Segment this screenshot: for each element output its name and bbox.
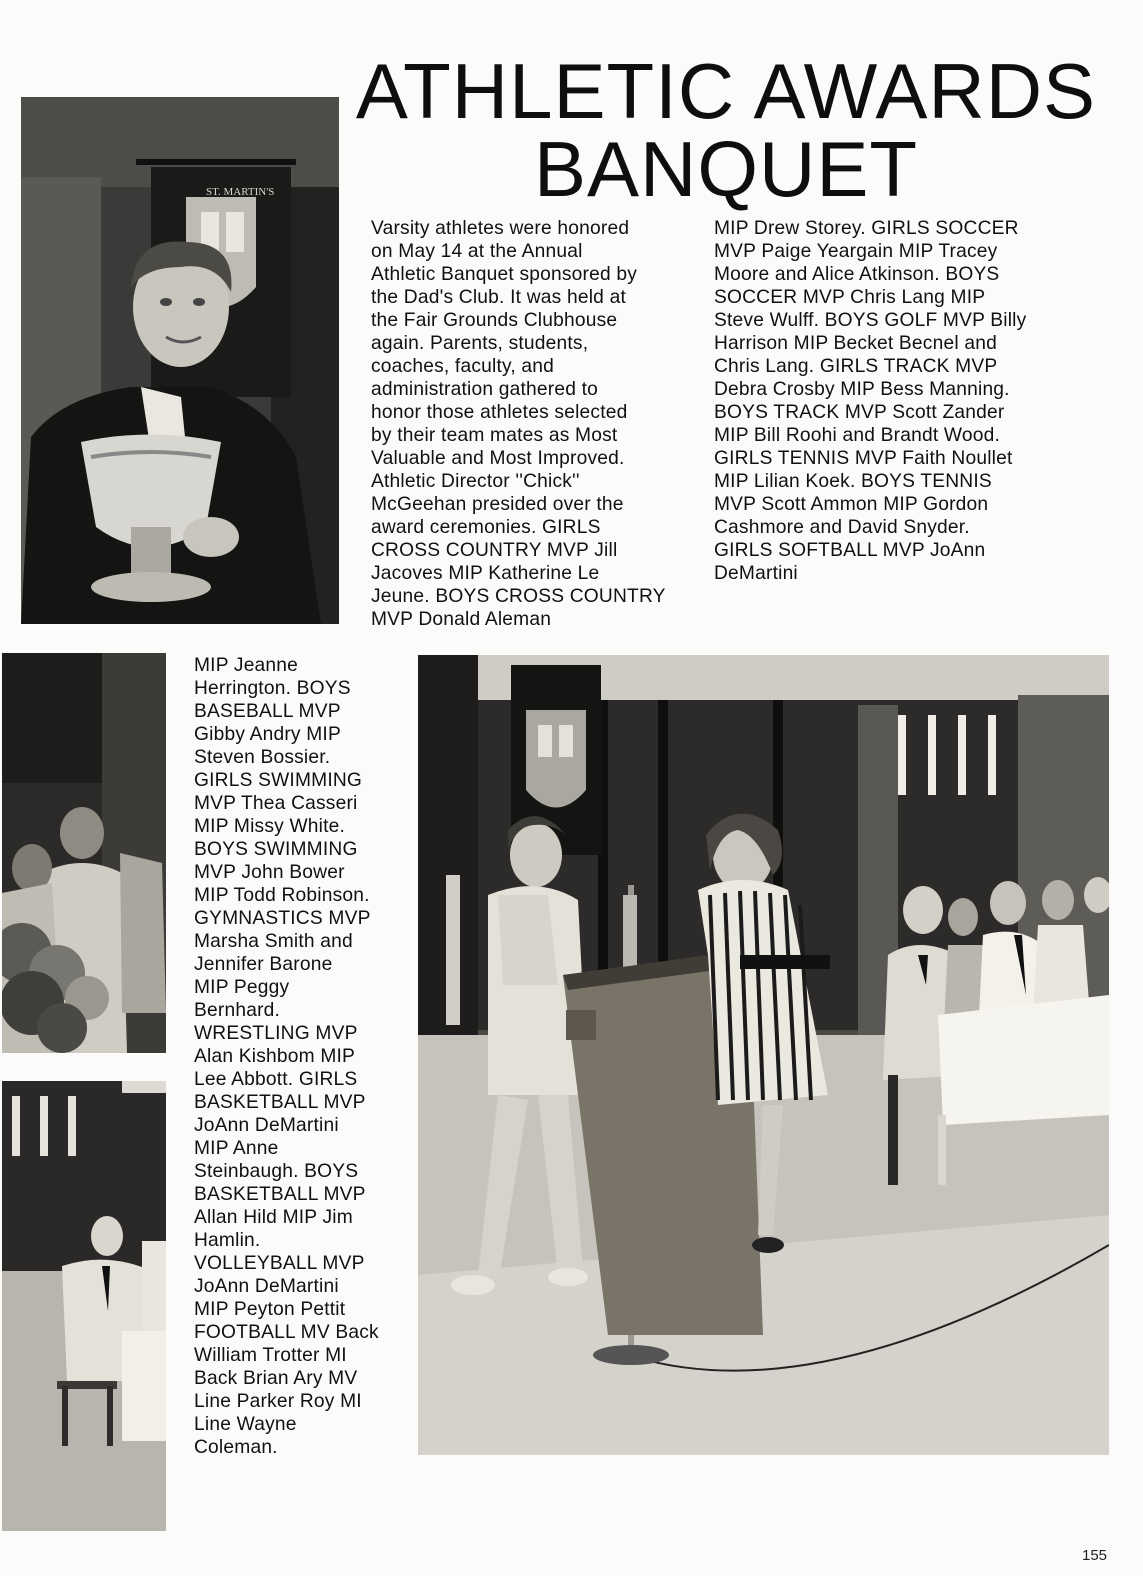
text-column-2: MIP Drew Storey. GIRLS SOCCER MVP Paige Yeargain MIP Tracey Moore and Alice Atkinson. BOYS SOCCER MVP Chris Lang MIP Steve Wulff. BOYS GOLF MVP Billy Harrison MIP Becket Becnel and Chris Lang. GIRLS TRACK MVP Debra Crosby MIP Bess Manning. BOYS TRACK MVP Scott Zander MIP Bill Roohi and Brandt Wood. GIRLS TENNIS MVP Faith Noullet MIP Lilian Koek. BOYS TENNIS MVP Scott Ammon MIP Gordon Cashmore and David Snyder. GIRLS SOFTBALL MVP JoAnn DeMartini bbox=[714, 218, 1027, 584]
photo-seated-guest bbox=[2, 1081, 166, 1531]
text-column-1: Varsity athletes were honored on May 14 at the Annual Athletic Banquet sponsored by the Dad's Club. It was held at the Fair Grounds Clubhouse again. Parents, students, coaches, faculty, and administration gathered to honor those athletes selected by their team mates as Most Valuable and Most Improved. Athletic Director ''Chick'' McGeehan presided over the award ceremonies. GIRLS CROSS COUNTRY MVP Jill Jacoves MIP Katherine Le Jeune. BOYS CROSS COUNTRY MVP Donald Aleman bbox=[371, 218, 666, 630]
flowers-photo-image bbox=[2, 653, 166, 1053]
text-column-3: MIP Jeanne Herrington. BOYS BASEBALL MVP Gibby Andry MIP Steven Bossier. GIRLS SWIMMING MVP Thea Casseri MIP Missy White. BOYS SWIMMING MVP John Bower MIP Todd Robinson. GYMNASTICS MVP Marsha Smith and Jennifer Barone MIP Peggy Bernhard. WRESTLING MVP Alan Kishbom MIP Lee Abbott. GIRLS BASKETBALL MVP JoAnn DeMartini MIP Anne Steinbaugh. BOYS BASKETBALL MVP Allan Hild MIP Jim Hamlin. VOLLEYBALL MVP JoAnn DeMartini MIP Peyton Pettit FOOTBALL MV Back William Trotter MI Back Brian Ary MV Line Parker Roy MI Line Wayne Coleman. bbox=[194, 655, 379, 1458]
photo-trophy bbox=[21, 97, 339, 624]
photo-podium bbox=[418, 655, 1109, 1455]
page-title bbox=[346, 47, 1106, 213]
trophy-photo-image bbox=[21, 97, 339, 624]
banner-text: ST. MARTIN'S bbox=[206, 186, 275, 198]
podium-photo-image bbox=[418, 655, 1109, 1455]
page-number: 155 bbox=[1082, 1547, 1108, 1564]
photo-guests-flowers bbox=[2, 653, 166, 1053]
title-line-1: ATHLETIC AWARDS bbox=[355, 47, 1097, 135]
seated-photo-image bbox=[2, 1081, 166, 1531]
title-line-2: BANQUET bbox=[533, 125, 919, 213]
